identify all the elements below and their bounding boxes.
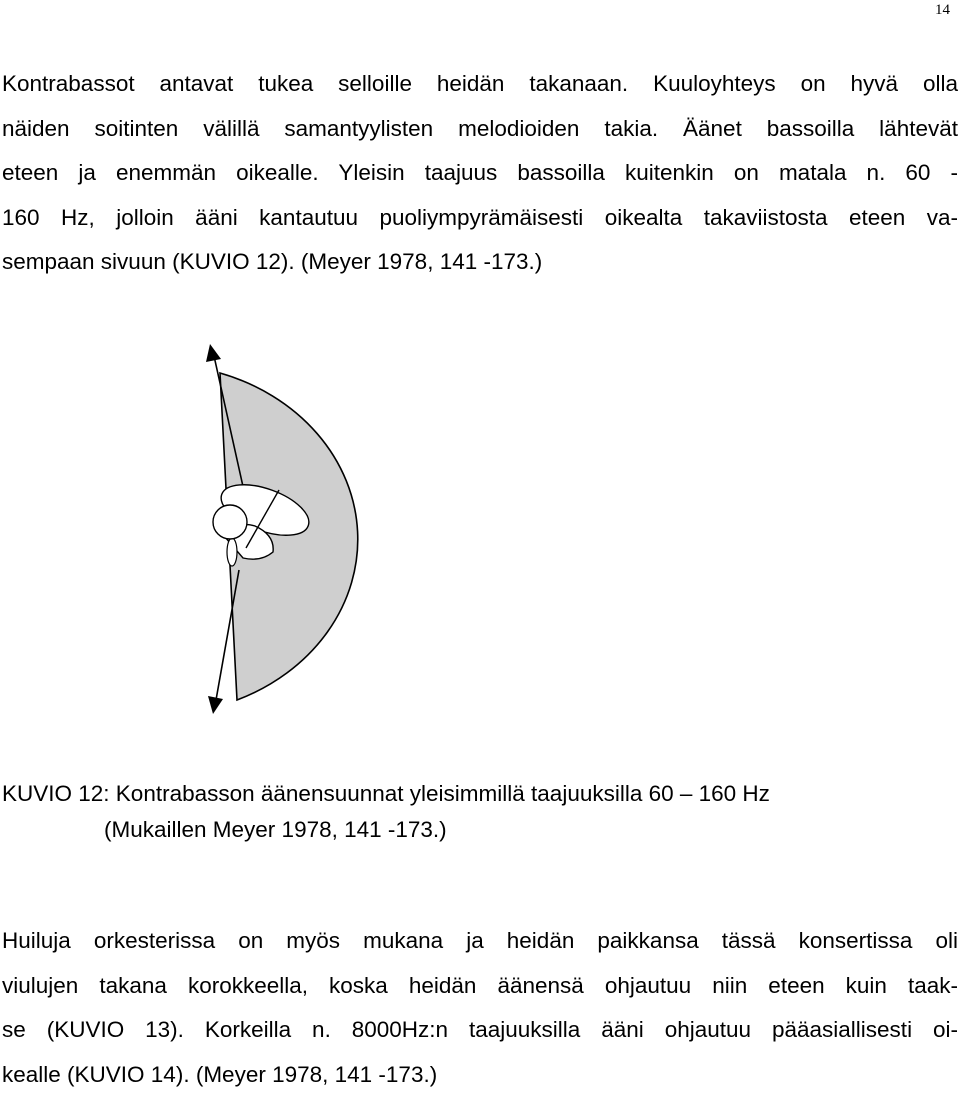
page-number: 14 <box>935 0 950 20</box>
paragraph-line: 160 Hz, jolloin ääni kantautuu puoliympyrämäisesti oikealta takaviistosta eteen va- <box>2 196 958 241</box>
paragraph-line: Huiluja orkesterissa on myös mukana ja heidän paikkansa tässä konsertissa oli <box>2 919 958 964</box>
figure-caption <box>2 776 770 848</box>
paragraph-line: viulujen takana korokkeella, koska heidän äänensä ohjautuu niin eteen kuin taak- <box>2 964 958 1009</box>
double-bass-radiation-diagram <box>195 340 435 720</box>
lower-arrowhead-icon <box>208 696 223 714</box>
caption-line: KUVIO 12: Kontrabasson äänensuunnat yleisimmillä taajuuksilla 60 – 160 Hz <box>2 776 770 812</box>
figure-sound-direction-diagram <box>195 340 435 720</box>
paragraph-line: näiden soitinten välillä samantyylisten melodioiden takia. Äänet bassoilla lähtevät <box>2 107 958 152</box>
paragraph-line: sempaan sivuun (KUVIO 12). (Meyer 1978, 141 -173.) <box>2 240 958 285</box>
paragraph-line: eteen ja enemmän oikealle. Yleisin taajuus bassoilla kuitenkin on matala n. 60 - <box>2 151 958 196</box>
paragraph-line: kealle (KUVIO 14). (Meyer 1978, 141 -173.) <box>2 1053 958 1097</box>
caption-source-line: (Mukaillen Meyer 1978, 141 -173.) <box>2 812 770 848</box>
body-paragraph-2 <box>2 919 958 1097</box>
player-head-icon <box>213 505 247 539</box>
upper-arrowhead-icon <box>206 344 221 362</box>
player-leg-icon <box>227 538 237 566</box>
paragraph-line: se (KUVIO 13). Korkeilla n. 8000Hz:n taajuuksilla ääni ohjautuu pääasiallisesti oi- <box>2 1008 958 1053</box>
paragraph-line: Kontrabassot antavat tukea selloille heidän takanaan. Kuuloyhteys on hyvä olla <box>2 62 958 107</box>
body-paragraph-1 <box>2 62 958 285</box>
